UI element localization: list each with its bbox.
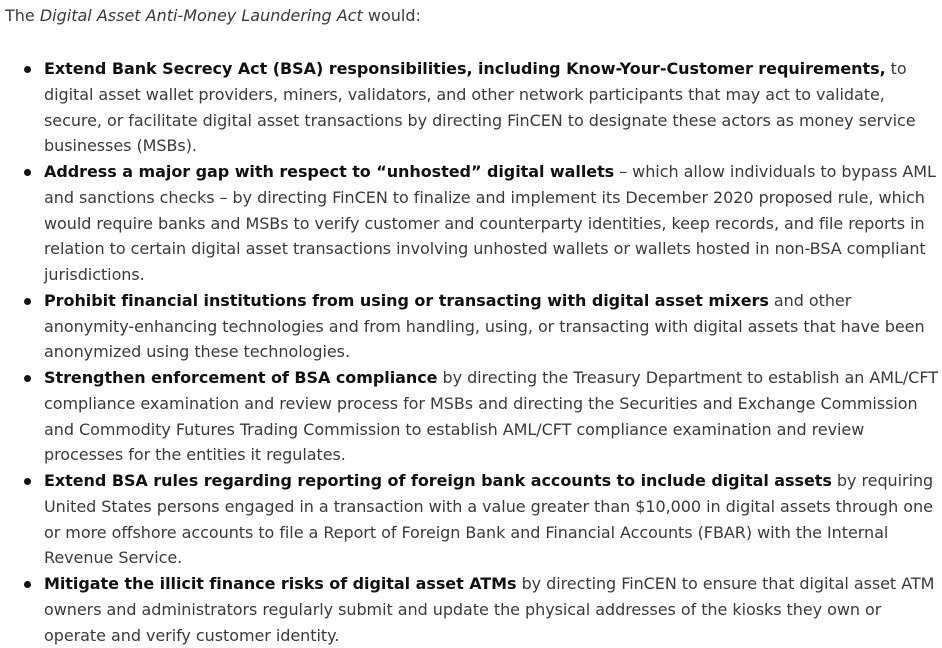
bullet-icon xyxy=(24,169,31,176)
bullet-icon xyxy=(24,478,31,485)
item-lead: Prohibit financial institutions from using or transacting with digital asset mixers xyxy=(44,290,769,310)
item-text: and other anonymity-enhancing technologies and from handling, using, or transacting with digital assets that have been anonymized using these technologies. xyxy=(44,290,925,362)
item-text: by requiring United States persons engaged in a transaction with a value greater than $10,000 in digital assets through one or more offshore accounts to file a Report of Foreign Bank and Financial Accounts (FBAR) with the Internal Revenue Service. xyxy=(44,471,934,568)
item-text: to digital asset wallet providers, miners, validators, and other network participants that may act to validate, secure, or facilitate digital asset transactions by directing FinCEN to designate these actors as money service businesses (MSBs). xyxy=(44,59,916,156)
bullet-icon xyxy=(24,581,31,588)
item-text: – which allow individuals to bypass AML and sanctions checks – by directing FinCEN to finalize and implement its December 2020 proposed rule, which would require banks and MSBs to verify customer and counterparty identities, keep records, and file reports in relation to certain digital asset transactions involving unhosted wallets or wallets hosted in non-BSA compliant jurisdictions. xyxy=(44,162,936,284)
item-lead: Mitigate the illicit finance risks of digital asset ATMs xyxy=(44,574,517,593)
item-text: by directing FinCEN to ensure that digital asset ATM owners and administrators regularly submit and update the physical addresses of the kiosks they own or operate and verify customer identity. xyxy=(44,574,935,645)
list-item xyxy=(5,365,942,468)
item-lead: Extend Bank Secrecy Act (BSA) responsibilities, including Know-Your-Customer requirements, xyxy=(44,59,886,78)
item-text: by directing the Treasury Department to establish an AML/CFT compliance examination and review process for MSBs and directing the Securities and Exchange Commission and Commodity Futures Trading Commission to establish AML/CFT compliance examination and review processes for the entities it regulates. xyxy=(44,368,938,465)
item-lead: Extend BSA rules regarding reporting of foreign bank accounts to include digital assets xyxy=(44,471,832,490)
provisions-list xyxy=(5,56,942,648)
item-lead: Address a major gap with respect to “unhosted” digital wallets xyxy=(44,162,615,181)
list-item xyxy=(5,56,942,159)
act-name: Digital Asset Anti-Money Laundering Act xyxy=(39,6,363,25)
bullet-icon xyxy=(24,66,31,73)
intro-sentence xyxy=(5,3,942,29)
item-lead: Strengthen enforcement of BSA compliance xyxy=(44,368,438,387)
intro-suffix: would: xyxy=(362,6,421,25)
intro-prefix: The xyxy=(5,6,40,25)
list-item xyxy=(5,288,942,365)
bullet-icon xyxy=(24,298,31,305)
list-item xyxy=(5,159,942,288)
list-item xyxy=(5,468,942,571)
bullet-icon xyxy=(24,375,31,382)
